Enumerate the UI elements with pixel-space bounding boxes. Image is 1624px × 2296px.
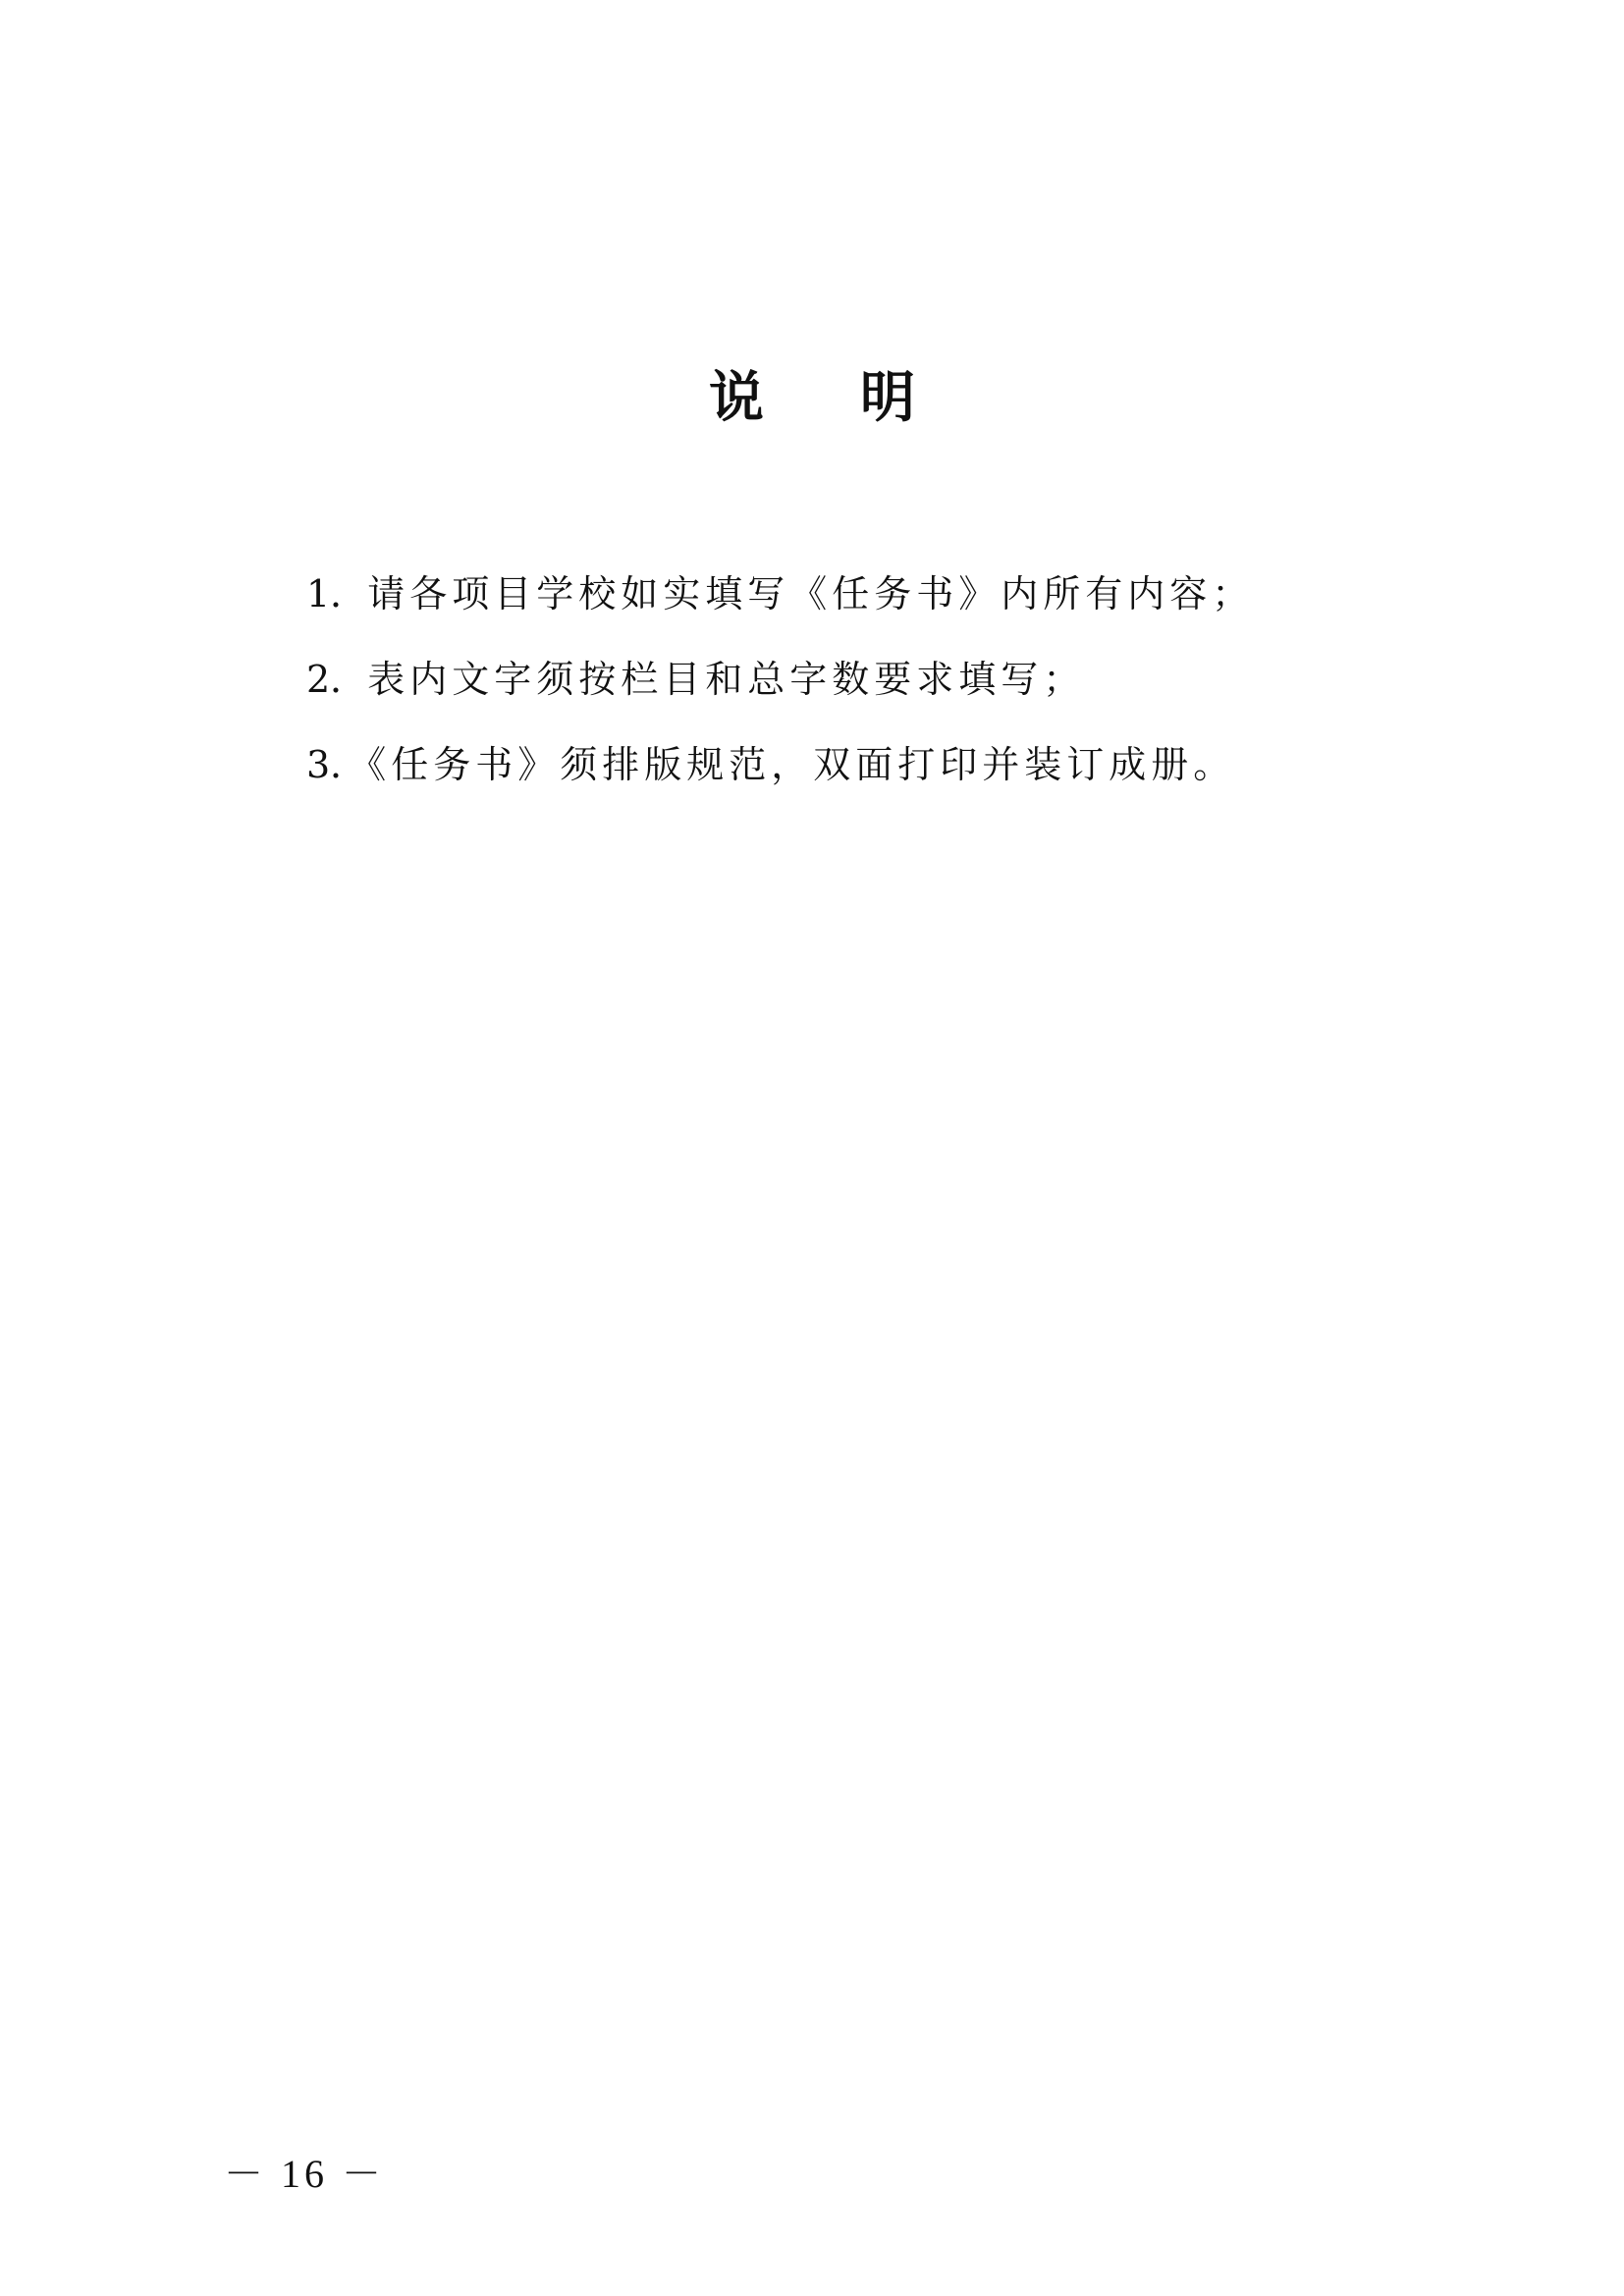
instruction-text-1: 请各项目学校如实填写《任务书》内所有内容；	[367, 572, 1255, 615]
instruction-text-3: 《任务书》须排版规范，双面打印并装订成册。	[367, 743, 1236, 786]
instruction-item-2	[306, 650, 1085, 709]
instruction-number-2: 2．	[306, 658, 368, 701]
page-title	[0, 363, 1624, 432]
page-number: － 16 －	[224, 2152, 385, 2196]
instruction-item-3	[306, 735, 1235, 794]
instruction-item-1	[306, 564, 1254, 623]
title-char-2: 明	[860, 365, 915, 430]
instruction-number-3: 3．	[306, 743, 368, 786]
instruction-text-2: 表内文字须按栏目和总字数要求填写；	[367, 658, 1086, 701]
instruction-number-1: 1．	[306, 572, 368, 615]
title-char-1: 说	[709, 365, 764, 430]
